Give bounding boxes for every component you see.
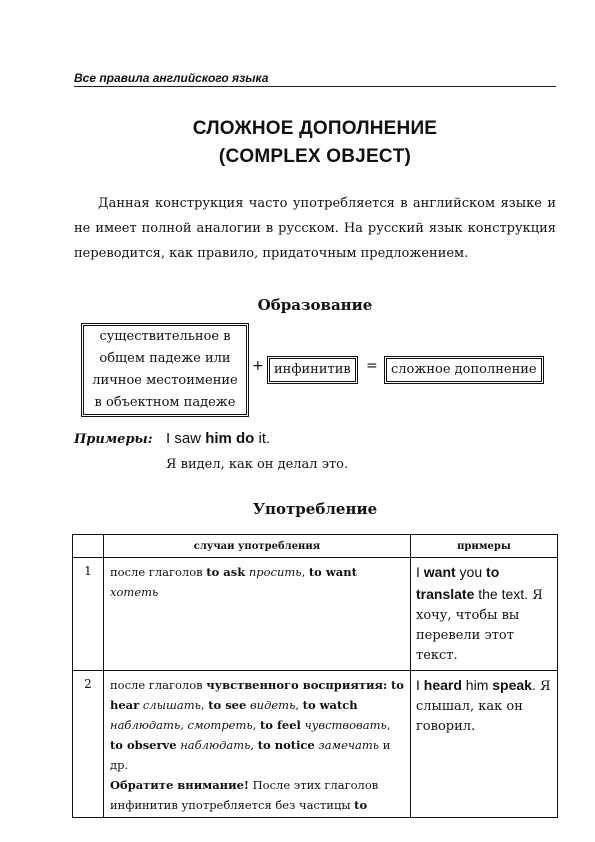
formula-box-infinitive-text: инфинитив bbox=[269, 358, 356, 382]
formula-box-noun bbox=[81, 323, 249, 417]
header-cell-number bbox=[73, 535, 104, 558]
examples-label: Примеры: bbox=[74, 432, 153, 447]
usage-table bbox=[72, 534, 558, 818]
formula-box-noun-line: общем падеже или bbox=[99, 351, 231, 366]
row-number: 2 bbox=[73, 671, 104, 818]
running-header bbox=[74, 66, 556, 87]
example-english: I saw him do it. bbox=[166, 430, 271, 447]
usage-example-cell: I heard him speak. Я слышал, как он говорил. bbox=[411, 671, 558, 818]
usage-heading: Употребление bbox=[252, 500, 378, 518]
header-cell-cases: случаи употребления bbox=[104, 535, 411, 558]
header-cell-examples: примеры bbox=[411, 535, 558, 558]
formula-box-result bbox=[384, 356, 544, 384]
formula-box-noun-line: существительное в bbox=[99, 329, 231, 344]
formula-box-result-text: сложное дополнение bbox=[386, 358, 542, 382]
formula-box-noun-line: личное местоимение bbox=[92, 373, 238, 388]
plus-sign: + bbox=[252, 358, 264, 374]
formula-box-infinitive bbox=[267, 356, 358, 384]
table-row bbox=[73, 558, 558, 671]
row-number: 1 bbox=[73, 558, 104, 671]
formation-heading: Образование bbox=[257, 296, 373, 314]
usage-case-cell: после глаголов чувственного восприятия: to hear слышать, to see видеть, to watch наблюдать, смотреть, to feel чувствовать, to observe наблюдать, to notice замечать и др. Обратите внимание! После этих глаголов инфинитив употребляется без частицы to bbox=[104, 671, 411, 818]
formula-box-noun-line: в объектном падеже bbox=[94, 395, 236, 410]
usage-example-cell: I want you to translate the text. Я хочу, чтобы вы перевели этот текст. bbox=[411, 558, 558, 671]
equals-sign: = bbox=[366, 358, 378, 374]
usage-table-header-row bbox=[73, 535, 558, 558]
intro-paragraph: Данная конструкция часто употребляется в английском языке и не имеет полной аналогии в русском. На русский язык конструкция переводится, как правило, придаточным предложением. bbox=[74, 196, 556, 261]
example-russian: Я видел, как он делал это. bbox=[166, 457, 349, 472]
formula-box-noun-text bbox=[83, 325, 247, 415]
running-header-text: Все правила английского языка bbox=[74, 71, 274, 85]
usage-case-cell: после глаголов to ask просить, to want хотеть bbox=[104, 558, 411, 671]
page-title-line2: (COMPLEX OBJECT) bbox=[218, 146, 412, 167]
table-row bbox=[73, 671, 558, 818]
page-title-line1: СЛОЖНОЕ ДОПОЛНЕНИЕ bbox=[192, 118, 438, 139]
